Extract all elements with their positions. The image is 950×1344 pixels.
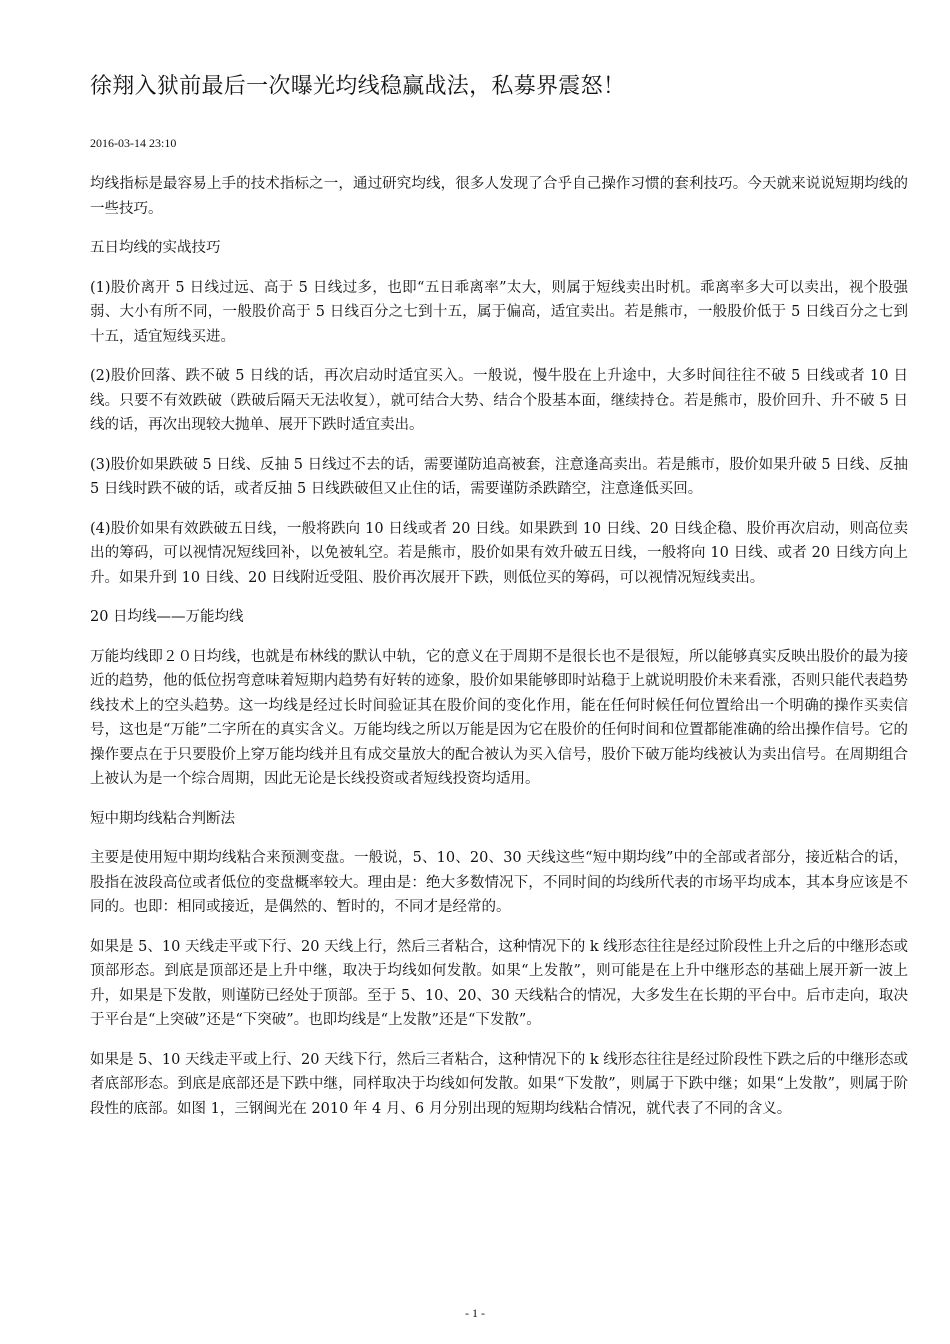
five-day-tip-2: (2)股价回落、跌不破 5 日线的话，再次启动时适宜买入。一般说，慢牛股在上升途中，大多时间往往不破 5 日线或者 10 日线。只要不有效跌破（跌破后隔天无法收复），就可结合大势、结合个股基本面，继续持仓。若是熊市，股价回升、升不破 5 日线的话，再次出现较大抛单、展开下跌时适宜卖出。 xyxy=(90,368,908,433)
five-day-tip-3: (3)股价如果跌破 5 日线、反抽 5 日线过不去的话，需要谨防追高被套，注意逢高卖出。若是熊市，股价如果升破 5 日线、反抽 5 日线时跌不破的话，或者反抽 5 日线跌破但又止住的话，需要谨防杀跌踏空，注意逢低买回。 xyxy=(90,456,908,497)
convergence-paragraph-1: 主要是使用短中期均线粘合来预测变盘。一般说，5、10、20、30 天线这些“短中期均线”中的全部或者部分，接近粘合的话，股指在波段高位或者低位的变盘概率较大。理由是：绝大多数情况下，不同时间的均线所代表的市场平均成本，其本身应该是不同的。也即：相同或接近，是偶然的、暂时的，不同才是经常的。 xyxy=(90,850,908,915)
section-heading-twenty-day: 20 日均线——万能均线 xyxy=(90,609,244,625)
section-heading-convergence: 短中期均线粘合判断法 xyxy=(90,810,235,827)
intro-paragraph: 均线指标是最容易上手的技术指标之一，通过研究均线，很多人发现了合乎自己操作习惯的套利技巧。今天就来说说短期均线的一些技巧。 xyxy=(90,176,908,217)
convergence-paragraph-2: 如果是 5、10 天线走平或下行、20 天线上行，然后三者粘合，这种情况下的 k 线形态往往是经过阶段性上升之后的中继形态或顶部形态。到底是顶部还是上升中继，取决于均线如何发散。如果“上发散”，则可能是在上升中继形态的基础上展开新一波上升，如果是下发散，则谨防已经处于顶部。至于 5、10、20、30 天线粘合的情况，大多发生在长期的平台中。后市走向，取决于平台是“上突破”还是“下突破”。也即均线是“上发散”还是“下发散”。 xyxy=(90,938,908,1028)
five-day-tip-4: (4)股价如果有效跌破五日线，一般将跌向 10 日线或者 20 日线。如果跌到 10 日线、20 日线企稳、股价再次启动，则高位卖出的筹码，可以视情况短线回补，以免被轧空。若是熊市，股价如果有效升破五日线，一般将向 10 日线、或者 20 日线方向上升。如果升到 10 日线、20 日线附近受阻、股价再次展开下跌，则低位买的筹码，可以视情况短线卖出。 xyxy=(90,520,908,586)
convergence-paragraph-3: 如果是 5、10 天线走平或上行、20 天线下行，然后三者粘合，这种情况下的 k 线形态往往是经过阶段性下跌之后的中继形态或者底部形态。到底是底部还是下跌中继，同样取决于均线如何发散。如果“下发散”，则属于下跌中继；如果“上发散”，则属于阶段性的底部。如图 1，三钢闽光在 2010 年 4 月、6 月分别出现的短期均线粘合情况，就代表了不同的含义。 xyxy=(90,1051,908,1117)
five-day-tip-1: (1)股价离开 5 日线过远、高于 5 日线过多，也即“五日乖离率”太大，则属于短线卖出时机。乖离率多大可以卖出，视个股强弱、大小有所不同，一般股价高于 5 日线百分之七到十五，属于偏高，适宜卖出。若是熊市，一般股价低于 5 日线百分之七到十五，适宜短线买进。 xyxy=(90,279,908,345)
section-heading-five-day: 五日均线的实战技巧 xyxy=(90,240,221,256)
twenty-day-paragraph: 万能均线即２０日均线，也就是布林线的默认中轨，它的意义在于周期不是很长也不是很短，所以能够真实反映出股价的最为接近的趋势，他的低位拐弯意味着短期内趋势有好转的迹象，股价如果能够即时站稳于上就说明股价未来看涨，否则只能代表趋势线技术上的空头趋势。这一均线是经过长时间验证其在股价间的变化作用，能在任何时候任何位置给出一个明确的操作买卖信号，这也是“万能”二字所在的真实含义。万能均线之所以万能是因为它在股价的任何时间和位置都能准确的给出操作信号。它的操作要点在于只要股价上穿万能均线并且有成交量放大的配合被认为买入信号，股价下破万能均线被认为卖出信号。在周期组合上被认为是一个综合周期，因此无论是长线投资或者短线投资均适用。 xyxy=(90,648,908,787)
article-body xyxy=(90,172,908,1136)
article-date: 2016-03-14 23:10 xyxy=(90,136,177,150)
page-number: - 1 - xyxy=(465,1306,485,1320)
article-title: 徐翔入狱前最后一次曝光均线稳赢战法，私募界震怒！ xyxy=(90,74,626,99)
